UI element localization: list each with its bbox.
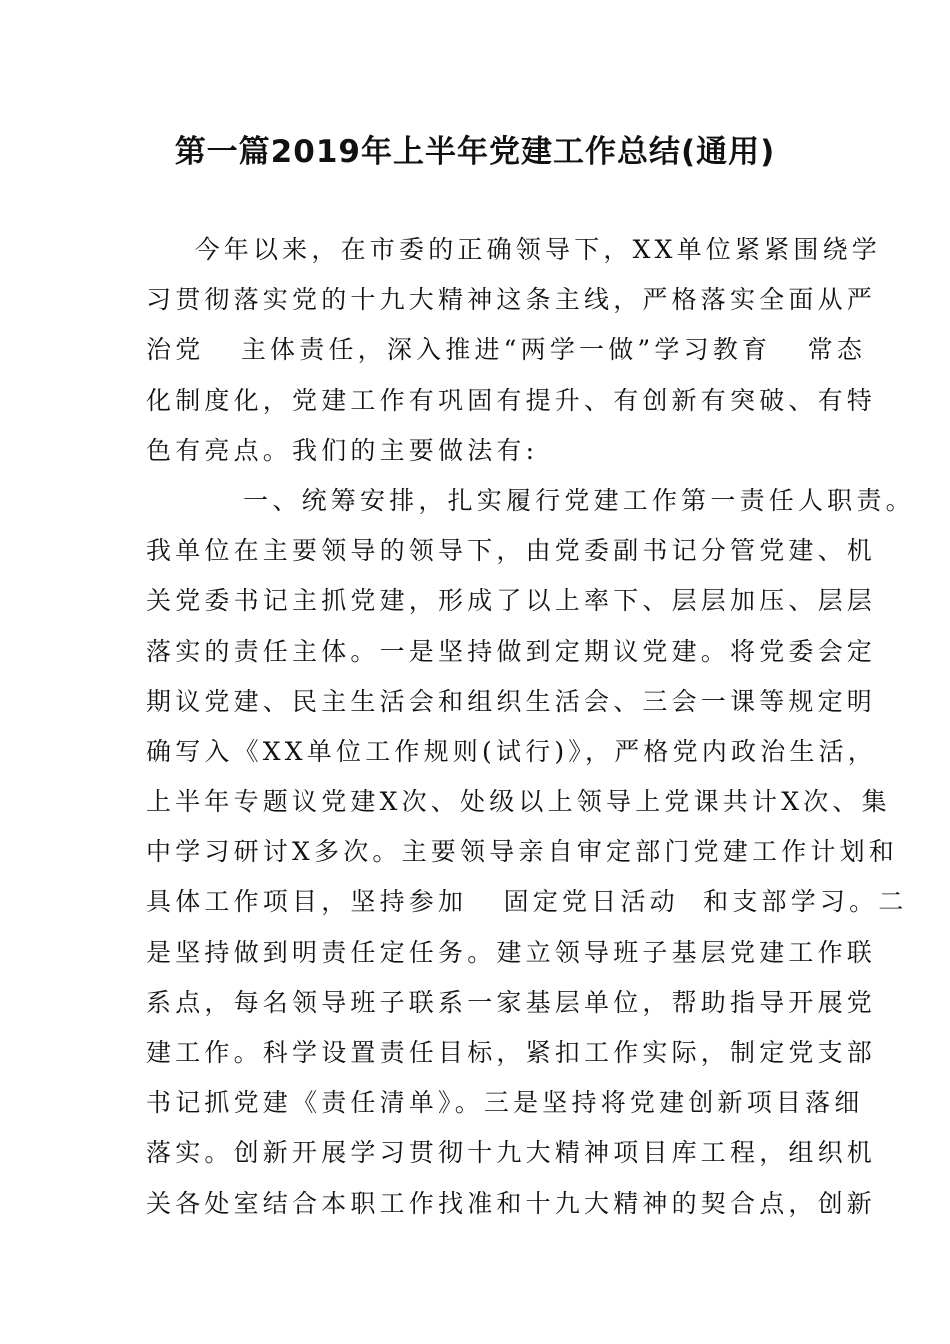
body-line: 中学习研讨X多次。主要领导亲自审定部门党建工作计划和 [146, 837, 899, 867]
body-line: 上半年专题议党建X次、处级以上领导上党课共计X次、集 [146, 787, 891, 817]
body-line: 落实的责任主体。一是坚持做到定期议党建。将党委会定 [146, 636, 877, 666]
body-line: 具体工作项目，坚持参加 固定党日活动 和支部学习。二 [146, 887, 908, 917]
body-line: 是坚持做到明责任定任务。建立领导班子基层党建工作联 [146, 937, 877, 967]
body-line: 书记抓党建《责任清单》。三是坚持将党建创新项目落细 [146, 1088, 864, 1118]
body-line: 色有亮点。我们的主要做法有: [146, 435, 539, 465]
body-line: 落实。创新开展学习贯彻十九大精神项目库工程，组织机 [146, 1138, 877, 1168]
document-body [146, 225, 915, 1229]
document-title: 第一篇2019年上半年党建工作总结(通用) [174, 134, 776, 170]
body-line: 化制度化，党建工作有巩固有提升、有创新有突破、有特 [146, 385, 877, 415]
body-line: 关党委书记主抓党建，形成了以上率下、层层加压、层层 [146, 586, 877, 616]
body-line: 一、统筹安排，扎实履行党建工作第一责任人职责。 [146, 485, 915, 515]
body-line: 治党 主体责任，深入推进“两学一做”学习教育 常态 [146, 335, 867, 365]
body-line: 确写入《XX单位工作规则(试行)》，严格党内政治生活， [146, 736, 878, 766]
body-line: 今年以来，在市委的正确领导下，XX单位紧紧围绕学 [146, 235, 881, 264]
body-line: 关各处室结合本职工作找准和十九大精神的契合点，创新 [146, 1188, 877, 1218]
body-line: 我单位在主要领导的领导下，由党委副书记分管党建、机 [146, 536, 877, 566]
body-line: 期议党建、民主生活会和组织生活会、三会一课等规定明 [146, 686, 877, 716]
body-line: 系点，每名领导班子联系一家基层单位，帮助指导开展党 [146, 987, 877, 1017]
body-line: 习贯彻落实党的十九大精神这条主线，严格落实全面从严 [146, 285, 877, 315]
body-line: 建工作。科学设置责任目标，紧扣工作实际，制定党支部 [146, 1038, 877, 1067]
